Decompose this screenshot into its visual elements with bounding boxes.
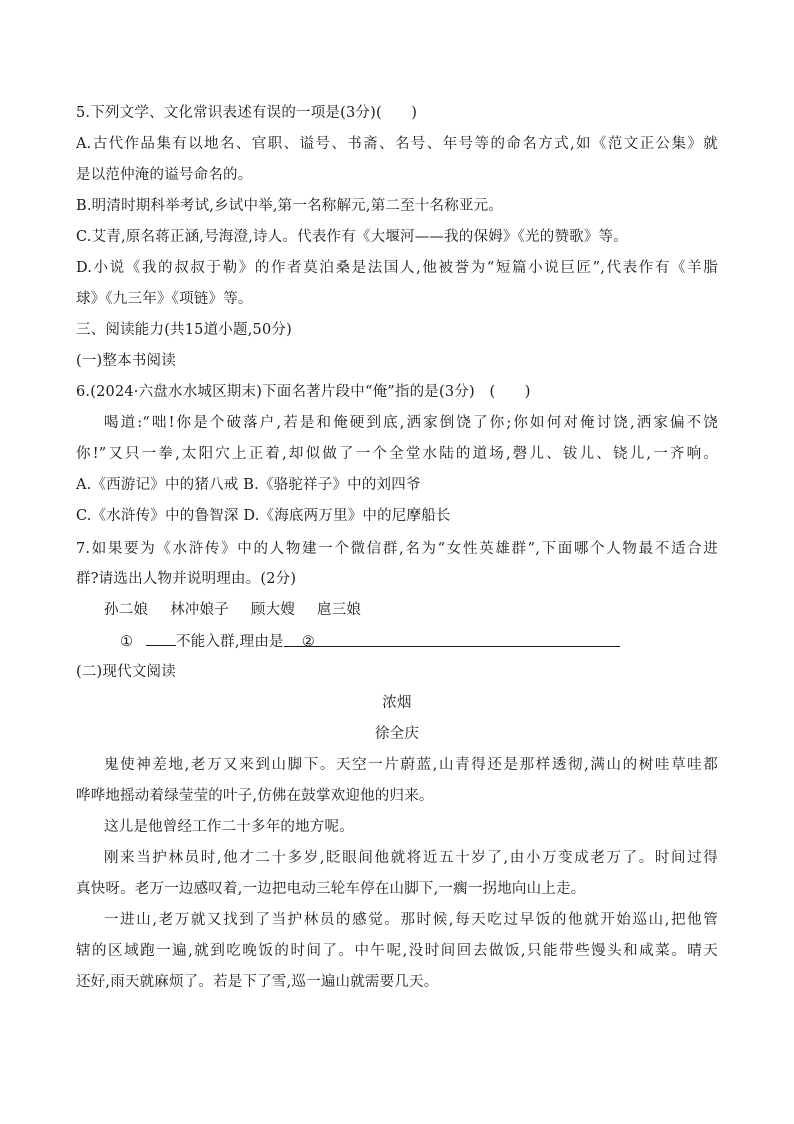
passage-p3-line2: 真快呀。老万一边感叹着,一边把电动三轮车停在山脚下,一瘸一拐地向山上走。 bbox=[76, 881, 586, 897]
q6-quote-line1: 喝道:“咄!你是个破落户,若是和俺硬到底,洒家倒饶了你;你如何对俺讨饶,洒家偏不饶 bbox=[104, 415, 718, 431]
q7-name-gu-dasao: 顾大嫂 bbox=[250, 602, 296, 618]
q6-stem: 6.(2024·六盘水水城区期末)下面名著片段中“俺”指的是(3分) ( ) bbox=[76, 384, 531, 400]
q7-stem-line2: 群?请选出人物并说明理由。(2分) bbox=[76, 571, 297, 587]
q5-option-b: B.明清时期科举考试,乡试中举,第一名称解元,第二至十名称亚元。 bbox=[76, 198, 503, 214]
q5-option-a-line1: A.古代作品集有以地名、官职、谥号、书斋、名号、年号等的命名方式,如《范文正公集》就 bbox=[76, 136, 718, 152]
q7-stem-line1: 7.如果要为《水浒传》中的人物建一个微信群,名为“女性英雄群”,下面哪个人物最不适合进 bbox=[76, 541, 718, 557]
part1-heading: (一)整本书阅读 bbox=[76, 353, 176, 369]
q7-blank-2[interactable] bbox=[284, 632, 620, 650]
passage-author: 徐全庆 bbox=[374, 726, 420, 742]
passage-p4-line2: 辖的区域跑一遍,就到吃晚饭的时间了。中午呢,没时间回去做饭,只能带些馒头和咸菜。晴天 bbox=[76, 943, 718, 959]
q7-blank-1[interactable] bbox=[146, 631, 176, 646]
q7-name-sun-erniang: 孙二娘 bbox=[104, 602, 149, 618]
passage-p1-line2: 哗哗地摇动着绿莹莹的叶子,仿佛在鼓掌欢迎他的归来。 bbox=[76, 788, 434, 804]
passage-p1-line1: 鬼使神差地,老万又来到山脚下。天空一片蔚蓝,山青得还是那样透彻,满山的树哇草哇都 bbox=[104, 757, 718, 773]
q5-stem: 5.下列文学、文化常识表述有误的一项是(3分)( ) bbox=[76, 105, 418, 121]
q7-name-hu-sanniang: 扈三娘 bbox=[317, 602, 362, 618]
q5-option-a-line2: 是以范仲淹的谥号命名的。 bbox=[76, 167, 253, 183]
passage-p4-line1: 一进山,老万就又找到了当护林员的感觉。那时候,每天吃过早饭的他就开始巡山,把他管 bbox=[104, 912, 718, 928]
passage-p4-line3: 还好,雨天就麻烦了。若是下了雪,巡一遍山就需要几天。 bbox=[76, 974, 439, 990]
q6-options-line1: A.《西游记》中的猪八戒 B.《骆驼祥子》中的刘四爷 bbox=[76, 477, 421, 493]
q6-quote-line2: 你!”又只一拳,太阳穴上正着,却似做了一个全堂水陆的道场,磬儿、钹儿、铙儿,一齐响。 bbox=[76, 446, 718, 462]
passage-p3-line1: 刚来当护林员时,他才二十多岁,眨眼间他就将近五十岁了,由小万变成老万了。时间过得 bbox=[104, 850, 718, 866]
part2-heading: (二)现代文阅读 bbox=[76, 664, 176, 680]
passage-p2: 这儿是他曾经工作二十多年的地方呢。 bbox=[104, 819, 354, 835]
q7-answer-text: 不能入群,理由是 bbox=[176, 634, 284, 650]
q7-marker-1: ① bbox=[120, 634, 134, 650]
section3-heading: 三、阅读能力(共15道小题,50分) bbox=[76, 322, 292, 338]
q5-option-c: C.艾青,原名蒋正涵,号海澄,诗人。代表作有《大堰河——我的保姆》《光的赞歌》等。 bbox=[76, 229, 628, 245]
q6-options-line2: C.《水浒传》中的鲁智深 D.《海底两万里》中的尼摩船长 bbox=[76, 508, 451, 524]
q7-marker-2: ② bbox=[301, 634, 315, 650]
q5-option-d-line1: D.小说《我的叔叔于勒》的作者莫泊桑是法国人,他被誉为“短篇小说巨匠”,代表作有《羊脂 bbox=[76, 260, 718, 276]
q7-name-list bbox=[104, 600, 718, 620]
q5-option-d-line2: 球》《九三年》《项链》等。 bbox=[76, 291, 253, 307]
q7-name-linchong-wife: 林冲娘子 bbox=[170, 602, 229, 618]
passage-title: 浓烟 bbox=[382, 695, 412, 711]
q7-answer-line bbox=[120, 631, 680, 652]
